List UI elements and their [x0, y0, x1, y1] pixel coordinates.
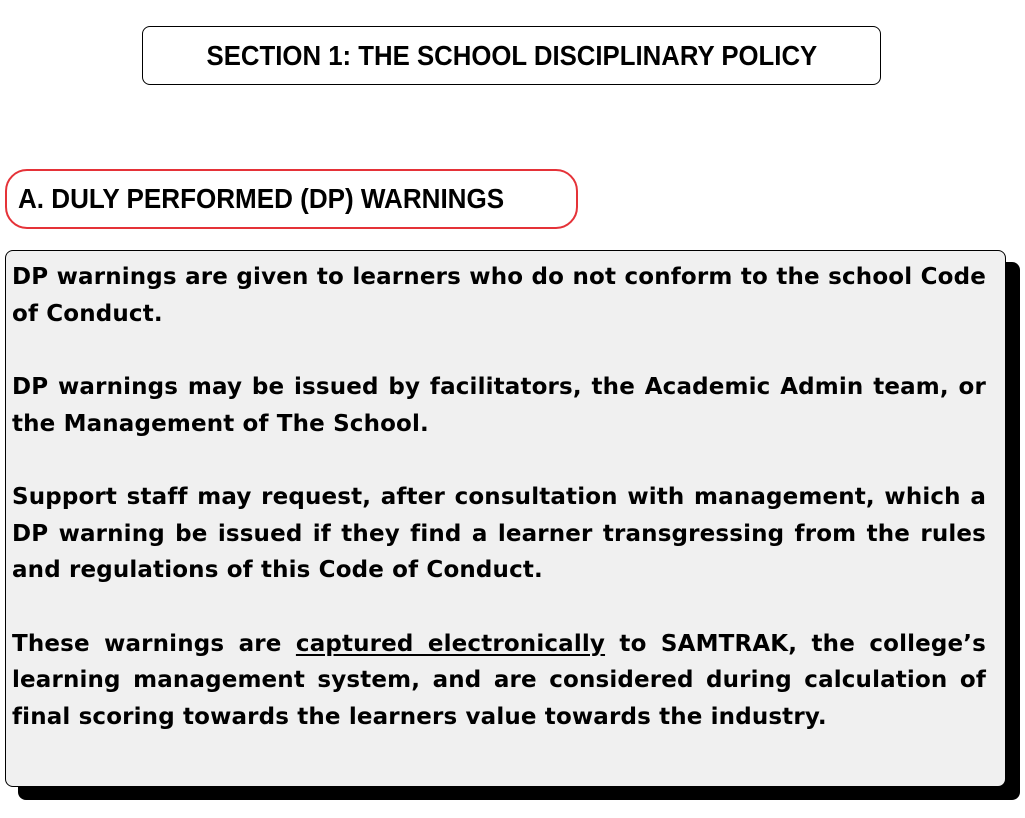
paragraph-capture-after: to SAMTRAK, the college’s learning management system, and are considered during calculation of final scoring towards the learners value towards the industry.	[12, 630, 986, 730]
paragraph-capture	[12, 626, 986, 736]
paragraph-issuers: DP warnings may be issued by facilitators, the Academic Admin team, or the Management of The School.	[12, 374, 986, 437]
content-box	[5, 250, 1006, 787]
subsection-heading-box	[5, 169, 578, 229]
subsection-heading: A. DULY PERFORMED (DP) WARNINGS	[18, 183, 505, 214]
paragraph-definition: DP warnings are given to learners who do not conform to the school Code of Conduct.	[12, 264, 986, 327]
section-title: SECTION 1: THE SCHOOL DISCIPLINARY POLICY	[206, 39, 817, 71]
paragraph-capture-before: These warnings are	[12, 630, 296, 657]
paragraph-support-staff: Support staff may request, after consultation with management, which a DP warning be issued if they find a learner transgressing from the rules and regulations of this Code of Conduct.	[12, 484, 986, 583]
section-title-box	[142, 26, 881, 85]
underlined-phrase: captured electronically	[295, 630, 606, 657]
